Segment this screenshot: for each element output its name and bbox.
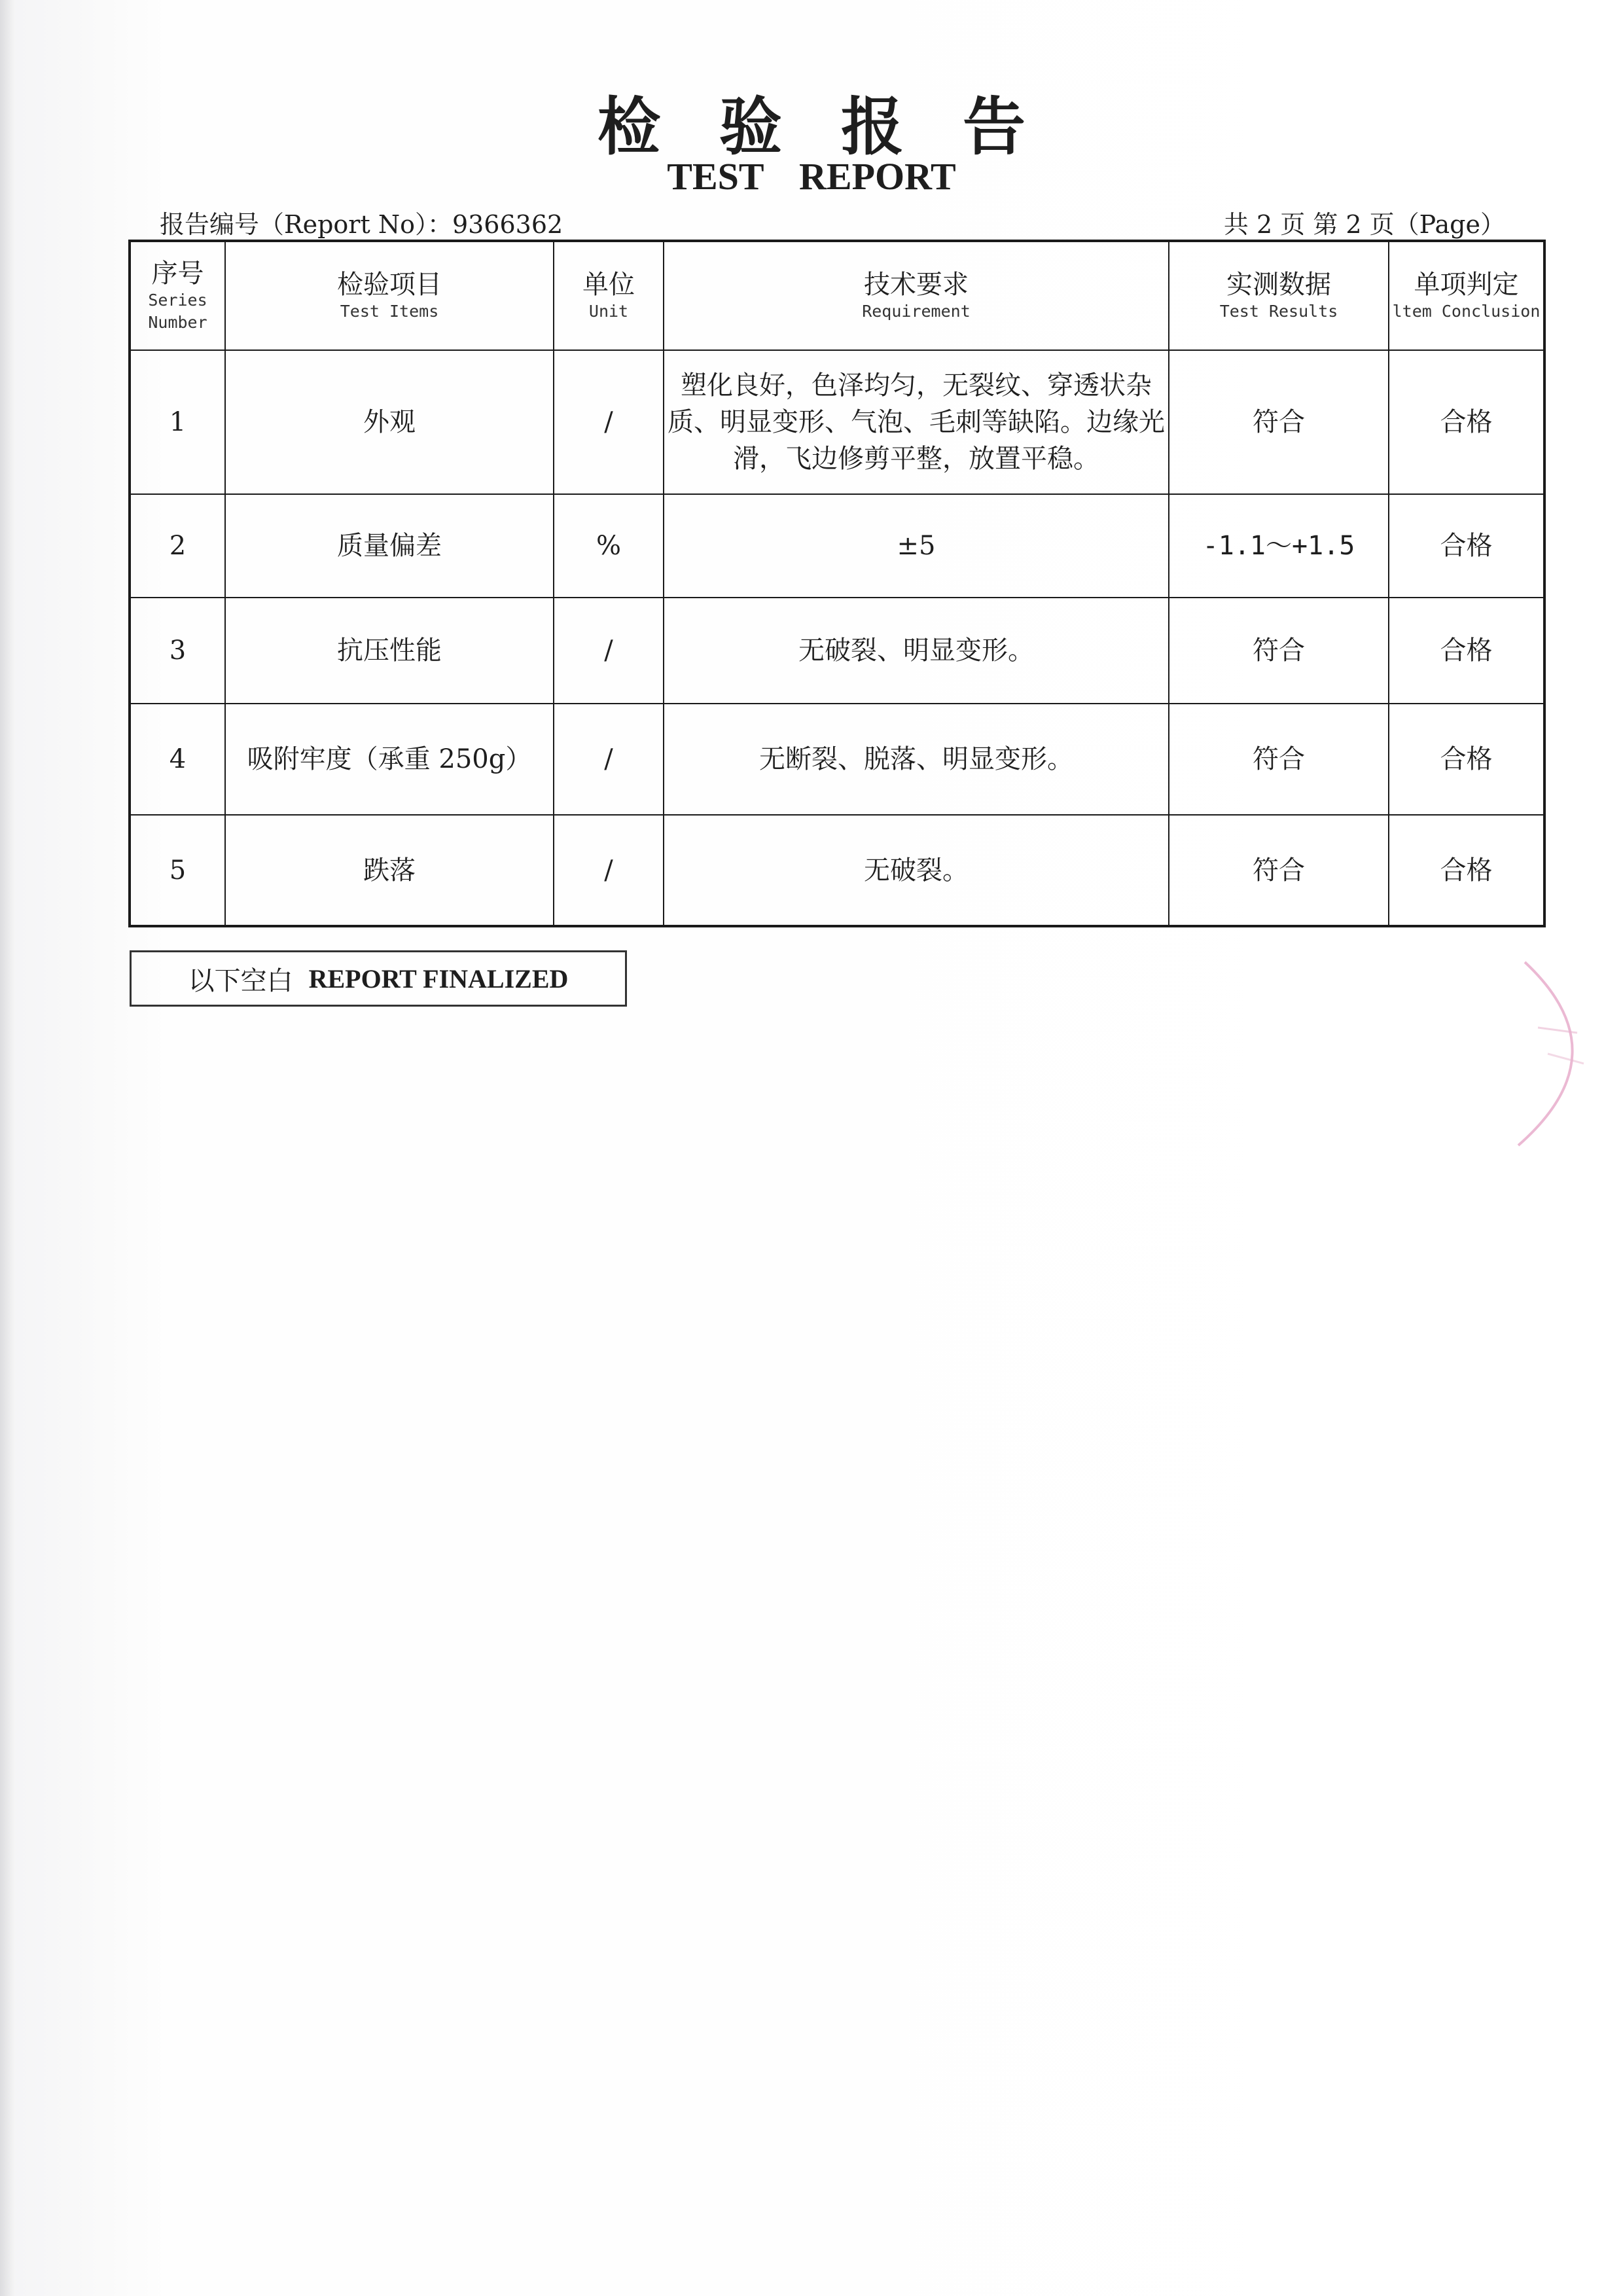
cell-test-item: 质量偏差	[225, 494, 554, 598]
header-label-cn: 检验项目	[337, 270, 442, 300]
page-indicator: 共 2 页 第 2 页（Page）	[1223, 210, 1505, 239]
header-unit	[554, 241, 664, 350]
table-row	[130, 815, 1544, 926]
cell-test-result: -1.1～+1.5	[1169, 494, 1389, 598]
header-test-items	[225, 241, 554, 350]
header-label-cn: 序号	[151, 259, 204, 289]
cell-series-number: 5	[130, 815, 225, 926]
cell-test-item: 抗压性能	[225, 598, 554, 704]
header-label-en: Test Results	[1219, 302, 1338, 321]
cell-test-result: 符合	[1169, 598, 1389, 704]
header-test-results	[1169, 241, 1389, 350]
cell-unit: /	[554, 815, 664, 926]
finalized-label-cn: 以下空白	[188, 965, 293, 996]
header-label-cn: 实测数据	[1226, 270, 1331, 300]
header-label-en: Test Items	[340, 302, 439, 321]
header-conclusion	[1389, 241, 1544, 350]
cell-unit: /	[554, 350, 664, 494]
cell-requirement: 无破裂、明显变形。	[664, 598, 1169, 704]
header-requirement	[664, 241, 1169, 350]
cell-conclusion: 合格	[1389, 598, 1544, 704]
header-label-en: Unit	[588, 302, 629, 321]
cell-unit: /	[554, 704, 664, 815]
scan-edge-shadow	[0, 0, 14, 2296]
cell-test-result: 符合	[1169, 350, 1389, 494]
header-label-en: Requirement	[862, 302, 971, 321]
table-header-row	[130, 241, 1544, 350]
cell-unit: /	[554, 598, 664, 704]
cell-conclusion: 合格	[1389, 494, 1544, 598]
cell-series-number: 2	[130, 494, 225, 598]
cell-series-number: 4	[130, 704, 225, 815]
report-finalized-box	[130, 950, 627, 1007]
stamp-edge-mark	[1499, 956, 1623, 1152]
table-row	[130, 598, 1544, 704]
test-results-table	[128, 240, 1546, 927]
header-label-cn: 单位	[582, 270, 635, 300]
cell-series-number: 1	[130, 350, 225, 494]
cell-requirement: 塑化良好，色泽均匀，无裂纹、穿透状杂质、明显变形、气泡、毛刺等缺陷。边缘光滑，飞边修剪平整，放置平稳。	[664, 350, 1169, 494]
title-english: TEST REPORT	[667, 155, 956, 198]
cell-unit: %	[554, 494, 664, 598]
cell-requirement: 无破裂。	[664, 815, 1169, 926]
header-label-cn: 技术要求	[864, 270, 969, 300]
cell-requirement: ±5	[664, 494, 1169, 598]
table-row	[130, 704, 1544, 815]
report-number: 报告编号（Report No）：9366362	[160, 210, 563, 239]
cell-test-item: 吸附牢度（承重 250g）	[225, 704, 554, 815]
title-chinese: 检验报告	[597, 90, 1084, 164]
header-label-en: Series Number	[148, 291, 207, 332]
cell-test-result: 符合	[1169, 704, 1389, 815]
cell-test-item: 外观	[225, 350, 554, 494]
cell-requirement: 无断裂、脱落、明显变形。	[664, 704, 1169, 815]
cell-test-item: 跌落	[225, 815, 554, 926]
cell-conclusion: 合格	[1389, 815, 1544, 926]
header-label-en: ltem Conclusion	[1392, 302, 1541, 321]
finalized-label-en: REPORT FINALIZED	[308, 963, 569, 994]
header-series-number	[130, 241, 225, 350]
cell-series-number: 3	[130, 598, 225, 704]
table-row	[130, 350, 1544, 494]
cell-conclusion: 合格	[1389, 350, 1544, 494]
cell-conclusion: 合格	[1389, 704, 1544, 815]
cell-test-result: 符合	[1169, 815, 1389, 926]
table-row	[130, 494, 1544, 598]
header-label-cn: 单项判定	[1414, 270, 1519, 300]
